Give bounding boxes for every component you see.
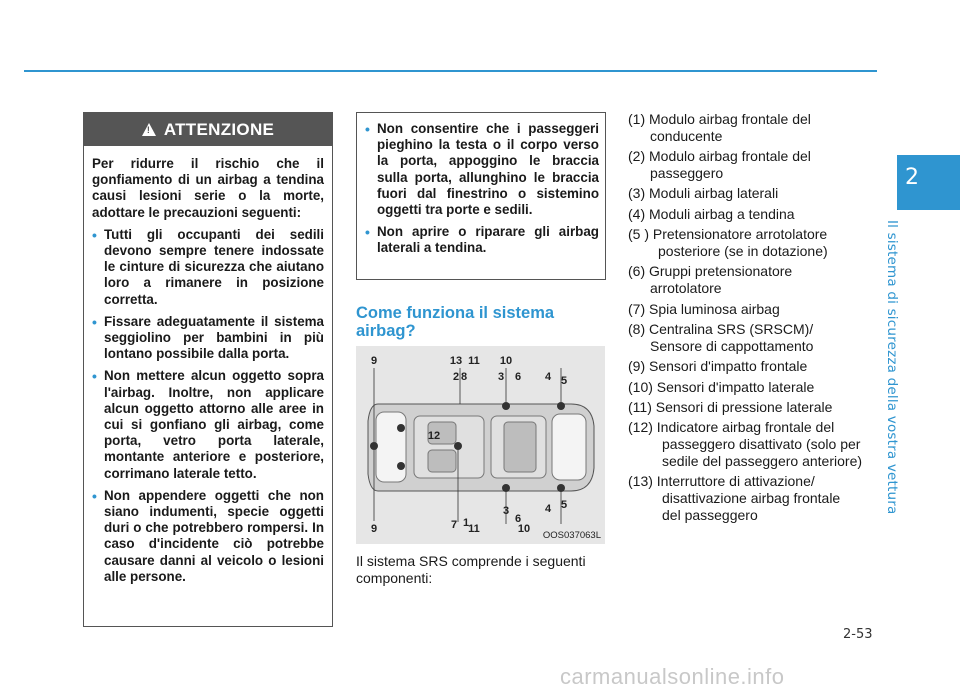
diagram-callout-label: 9 — [370, 523, 378, 535]
diagram-callout-label: 13 — [449, 355, 463, 367]
components-list — [628, 111, 888, 527]
list-item: (6) Gruppi pretensionatore arrotolatore — [628, 263, 793, 297]
diagram-callout-label: 7 — [450, 519, 458, 531]
list-item: (1) Modulo airbag frontale del conducente — [628, 111, 811, 144]
diagram-callout-label: 6 — [514, 513, 522, 525]
diagram-callout-label: 1 — [462, 517, 470, 529]
warning-bullet: • Tutti gli occupanti dei sedili devono sempre tenere indossate le cinture di sicurezza che aiutano loro a rimanere in posizione corretta. — [92, 226, 324, 307]
list-item: (13) Interruttore di attivazione/ disattivazione airbag frontale del passeggero — [628, 473, 841, 523]
diagram-callout-label: 12 — [427, 430, 441, 442]
list-item: (8) Centralina SRS (SRSCM)/ Sensore di cappottamento — [628, 320, 814, 354]
diagram-callout-label: 5 — [560, 499, 568, 511]
list-item: (12) Indicatore airbag frontale del passeggero disattivato (solo per sedile del passeggero anteriore) — [628, 419, 863, 469]
warning-body — [84, 146, 332, 585]
section-intro: Il sistema SRS comprende i seguenti componenti: — [356, 553, 586, 586]
chapter-title-text: Il sistema di sicurezza della vostra vettura — [884, 220, 900, 515]
diagram-callout-label: 4 — [544, 371, 552, 383]
bullet-dot-icon: • — [365, 121, 370, 137]
diagram-callout-label: 6 — [514, 371, 522, 383]
diagram-callout-label: 5 — [560, 375, 568, 387]
list-item: (2) Modulo airbag frontale del passeggero — [628, 148, 811, 181]
warning-continued-body — [357, 113, 605, 257]
list-item: (5 ) Pretensionatore arrotolatore posteriore (se in dotazione) — [628, 226, 828, 259]
diagram-callout-label: 2 — [452, 371, 460, 383]
warning-bullet: • Non mettere alcun oggetto sopra l'airbag. Inoltre, non applicare alcun oggetto attorno alle aree in cui si gonfiano gli airbag, come porta, vetro porta laterale, montante anteriore e posteriore, corrimano laterale tetto. — [92, 368, 324, 481]
bullet-dot-icon: • — [92, 487, 97, 504]
warning-bullet: • Non aprire o riparare gli airbag laterali a tendina. — [365, 224, 599, 256]
chapter-number: 2 — [905, 165, 919, 190]
list-item: (10) Sensori d'impatto laterale — [628, 378, 815, 395]
warning-box — [83, 112, 333, 627]
diagram-callout-label: 11 — [468, 355, 480, 367]
diagram-code: OOS037063L — [542, 530, 601, 541]
list-item: (3) Moduli airbag laterali — [628, 185, 779, 202]
list-item: (4) Moduli airbag a tendina — [628, 205, 795, 222]
warning-title: ATTENZIONE — [163, 119, 275, 139]
bullet-dot-icon: • — [365, 224, 370, 241]
page-number: 2-53 — [843, 627, 873, 642]
diagram-callout-label: 4 — [544, 503, 552, 515]
header-rule — [24, 70, 877, 72]
list-item: (7) Spia luminosa airbag — [628, 300, 780, 317]
warning-triangle-icon — [142, 123, 156, 136]
warning-bullet: • Fissare adeguatamente il sistema seggiolino per bambini in più lontano possibile dalla porta. — [92, 313, 324, 362]
warning-bullet: • Non consentire che i passeggeri pieghino la testa o il corpo verso la porta, appoggino le braccia sulla porta, allunghino le braccia fuori dal finestrino o sistemino oggetti tra porte e sedili. — [365, 121, 599, 218]
diagram-callout-label: 10 — [499, 355, 513, 367]
diagram-callout-label: 9 — [370, 355, 378, 367]
diagram-callout-label: 10 — [517, 523, 531, 535]
bullet-dot-icon: • — [92, 226, 97, 243]
list-item: (9) Sensori d'impatto frontale — [628, 358, 808, 375]
car-topview-illustration — [356, 346, 605, 544]
warning-intro: Per ridurre il rischio che il gonfiamento di un airbag a tendina causi lesioni serie o la morte, adottare le precauzioni seguenti: — [92, 156, 324, 220]
diagram-callout-label: 3 — [502, 505, 510, 517]
list-item: (11) Sensori di pressione laterale — [628, 398, 833, 415]
warning-header — [84, 113, 332, 146]
chapter-tab[interactable] — [897, 155, 960, 210]
warning-continued-box — [356, 112, 606, 280]
section-title: Come funziona il sistema airbag? — [356, 304, 555, 340]
diagram-callout-label: 11 — [468, 523, 480, 535]
diagram-callout-label: 3 — [497, 371, 505, 383]
warning-bullet: • Non appendere oggetti che non siano indumenti, specie oggetti duri o che potrebbero rompersi. In caso d'incidente ciò potrebbe causare danni al veicolo o lesioni alle persone. — [92, 487, 324, 584]
diagram-callout-label: 8 — [460, 371, 468, 383]
watermark: carmanualsonline.info — [560, 664, 785, 689]
airbag-diagram — [356, 346, 605, 544]
bullet-dot-icon: • — [92, 313, 97, 330]
bullet-dot-icon: • — [92, 368, 97, 385]
